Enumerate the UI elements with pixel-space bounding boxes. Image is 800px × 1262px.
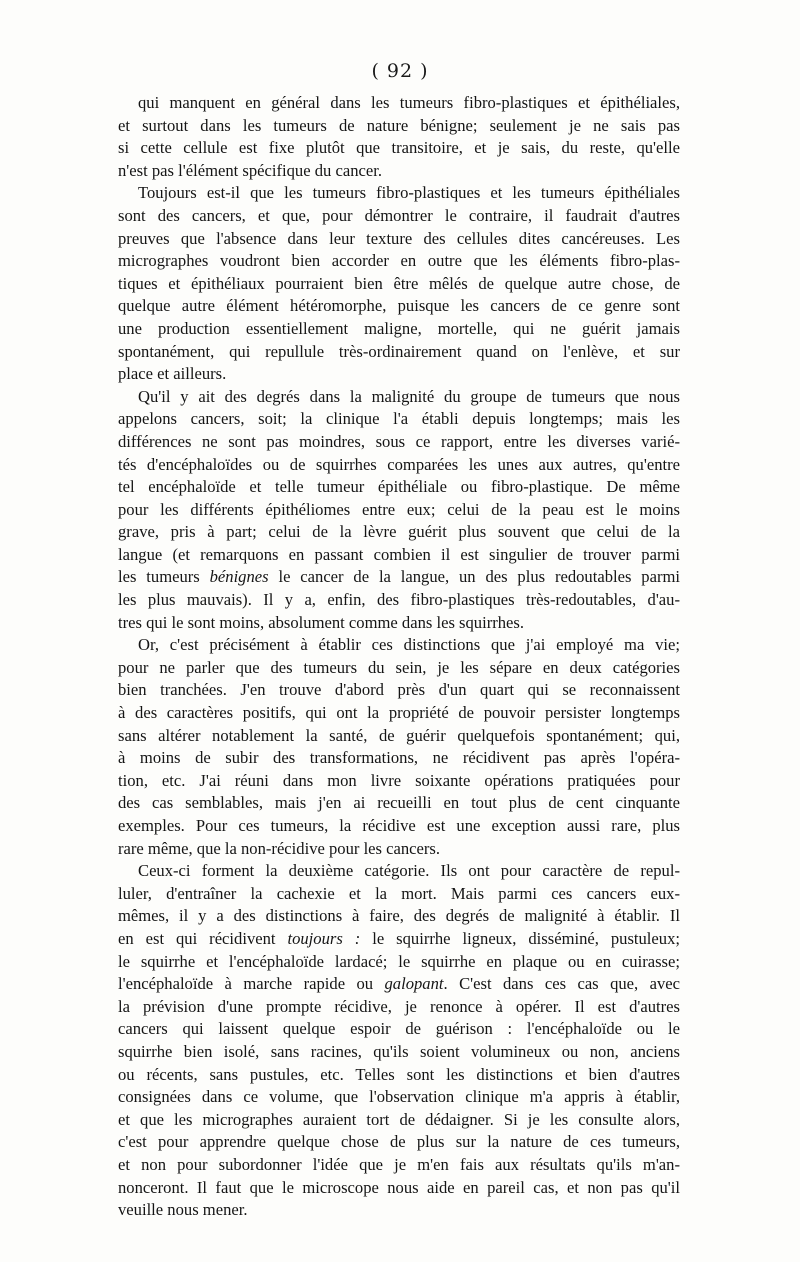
text-line: appelons cancers, soit; la clinique l'a établi depuis longtemps; mais les	[118, 409, 680, 429]
text-line: différences ne sont pas moindres, sous ce rapport, entre les diverses varié-	[118, 431, 680, 451]
text-line: sont des cancers, et que, pour démontrer le contraire, il faudrait d'autres	[118, 205, 680, 225]
text-line: des cas semblables, mais j'en ai recueilli en tout plus de cent cinquante	[118, 793, 680, 813]
text-line: bien tranchées. J'en trouve d'abord près d'un quart qui se reconnaissent	[118, 680, 680, 700]
text-line: la prévision d'une prompte récidive, je renonce à opérer. Il est d'autres	[118, 996, 680, 1016]
text-line: micrographes voudront bien accorder en outre que les éléments fibro-plas-	[118, 251, 680, 271]
text-line: nonceront. Il faut que le microscope nous aide en pareil cas, et non pas qu'il	[118, 1177, 680, 1197]
text-line: et que les micrographes auraient tort de dédaigner. Si je les consulte alors,	[118, 1109, 680, 1129]
text-line: Qu'il y ait des degrés dans la malignité du groupe de tumeurs que nous	[138, 386, 680, 406]
text-line: pour ne parler que des tumeurs du sein, je les sépare en deux catégories	[118, 657, 680, 677]
text-line: exemples. Pour ces tumeurs, la récidive est une exception aussi rare, plus	[118, 816, 680, 835]
text-line: squirrhe bien isolé, sans racines, qu'ils soient volumineux ou non, anciens	[118, 1041, 680, 1061]
text-line: tiques et épithéliaux pourraient bien être mêlés de quelque autre chose, de	[118, 273, 680, 293]
text-line: ou récents, sans pustules, etc. Telles sont les distinctions et bien d'autres	[118, 1064, 680, 1084]
page-number: ( 92 )	[371, 60, 429, 82]
paragraph-p2	[118, 182, 680, 385]
text-line: tés d'encéphaloïdes ou de squirrhes comparées les unes aux autres, qu'entre	[118, 454, 680, 474]
text-line: Toujours est-il que les tumeurs fibro-plastiques et les tumeurs épithéliales	[138, 183, 680, 203]
text-line: et surtout dans les tumeurs de nature bénigne; seulement je ne sais pas	[118, 115, 680, 135]
text-line: tel encéphaloïde et telle tumeur épithéliale ou fibro-plastique. De même	[118, 477, 680, 497]
text-line: et non pour subordonner l'idée que je m'en fais aux résultats qu'ils m'an-	[118, 1154, 680, 1174]
text-line: veuille nous mener.	[118, 1200, 248, 1220]
text-line: luler, d'entraîner la cachexie et la mort. Mais parmi ces cancers eux-	[118, 883, 680, 903]
text-line: consignées dans ce volume, que l'observation clinique m'a appris à établir,	[118, 1087, 680, 1107]
paragraph-p4	[118, 634, 680, 860]
text-line: si cette cellule est fixe plutôt que transitoire, et je sais, du reste, qu'elle	[118, 138, 680, 158]
text-line: rare même, que la non-récidive pour les cancers.	[118, 838, 441, 858]
text-line: à moins de subir des transformations, ne récidivent pas après l'opéra-	[118, 748, 680, 768]
text-line: sans altérer notablement la santé, de guérir quelquefois spontanément; qui,	[118, 725, 680, 745]
text-line: Ceux-ci forment la deuxième catégorie. Ils ont pour caractère de repul-	[138, 861, 680, 881]
text-line: cancers qui laissent quelque espoir de guérison : l'encéphaloïde ou le	[118, 1019, 680, 1039]
text-line: les tumeurs bénignes le cancer de la langue, un des plus redoutables parmi	[118, 567, 680, 587]
text-line: tion, etc. J'ai réuni dans mon livre soixante opérations pratiquées pour	[118, 770, 680, 790]
text-line: une production essentiellement maligne, mortelle, qui ne guérit jamais	[118, 318, 680, 338]
text-line: n'est pas l'élément spécifique du cancer.	[118, 160, 383, 180]
text-line: spontanément, qui repullule très-ordinairement quand on l'enlève, et sur	[118, 341, 680, 361]
text-line: en est qui récidivent toujours : le squirrhe ligneux, disséminé, pustuleux;	[118, 928, 680, 948]
paragraph-p3	[118, 386, 680, 635]
text-line: c'est pour apprendre quelque chose de plus sur la nature de ces tumeurs,	[118, 1132, 680, 1152]
text-line: tres qui le sont moins, absolument comme dans les squirrhes.	[118, 612, 525, 632]
text-line: à des caractères positifs, qui ont la propriété de pouvoir persister longtemps	[118, 703, 680, 723]
text-line: grave, pris à part; celui de la lèvre guérit plus souvent que celui de la	[118, 522, 680, 542]
text-line: place et ailleurs.	[118, 364, 227, 384]
text-line: l'encéphaloïde à marche rapide ou galopant. C'est dans ces cas que, avec	[118, 974, 680, 994]
text-line: Or, c'est précisément à établir ces distinctions que j'ai employé ma vie;	[138, 635, 680, 655]
body-text	[118, 92, 680, 1222]
text-line: quelque autre élément hétéromorphe, puisque les cancers de ce genre sont	[118, 296, 680, 316]
paragraph-p1	[118, 92, 680, 182]
text-line: qui manquent en général dans les tumeurs fibro-plastiques et épithéliales,	[138, 93, 680, 112]
text-line: les plus mauvais). Il y a, enfin, des fibro-plastiques très-redoutables, d'au-	[118, 590, 680, 610]
paragraph-p5	[118, 860, 680, 1222]
text-line: le squirrhe et l'encéphaloïde lardacé; le squirrhe en plaque ou en cuirasse;	[118, 951, 680, 971]
text-line: preuves que l'absence dans leur texture des cellules dites cancéreuses. Les	[118, 228, 680, 248]
text-line: mêmes, il y a des distinctions à faire, des degrés de malignité à établir. Il	[118, 906, 680, 926]
text-line: langue (et remarquons en passant combien il est singulier de trouver parmi	[118, 544, 680, 564]
text-line: pour les différents épithéliomes entre eux; celui de la peau est le moins	[118, 499, 680, 519]
